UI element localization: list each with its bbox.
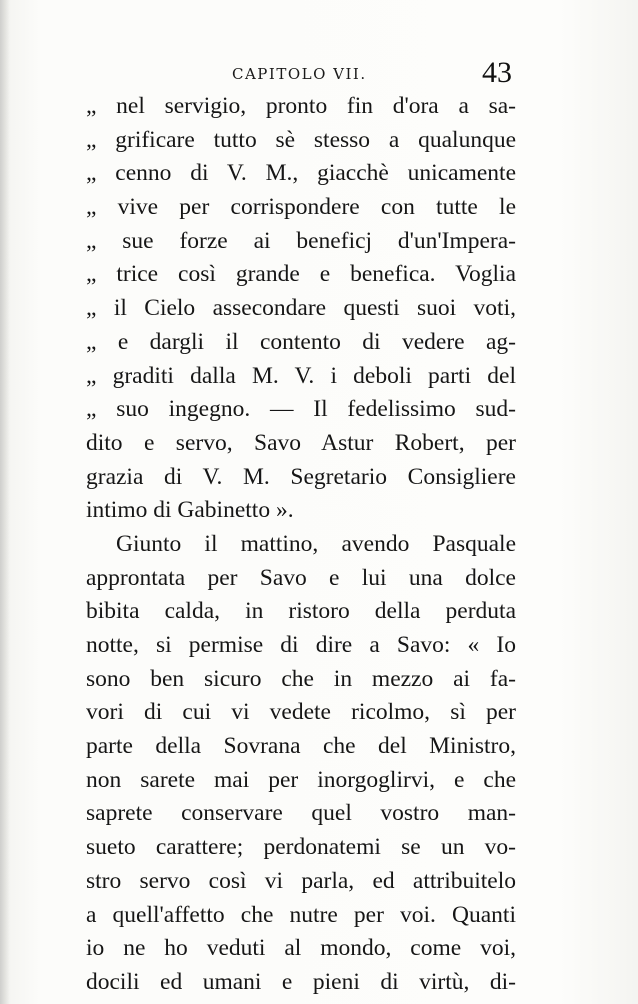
text-line: bibita calda, in ristoro della perduta bbox=[86, 598, 516, 625]
running-head: CAPITOLO VII. bbox=[232, 65, 367, 83]
page-edge-shadow bbox=[0, 0, 10, 1004]
text-line: approntata per Savo e lui una dolce bbox=[86, 564, 516, 591]
text-line: io ne ho veduti al mondo, come voi, bbox=[86, 935, 516, 962]
text-line: sono ben sicuro che in mezzo ai fa- bbox=[86, 665, 516, 692]
text-line: non sarete mai per inorgoglirvi, e che bbox=[86, 766, 516, 793]
text-line: parte della Sovrana che del Ministro, bbox=[86, 733, 516, 760]
text-line: „ sue forze ai beneficj d'un'Impera- bbox=[86, 227, 516, 254]
text-line: docili ed umani e pieni di virtù, di- bbox=[86, 968, 516, 995]
body-text bbox=[86, 90, 516, 1000]
text-line: „ cenno di V. M., giacchè unicamente bbox=[86, 160, 516, 187]
text-line: a quell'affetto che nutre per voi. Quanti bbox=[86, 901, 516, 928]
text-line: grazia di V. M. Segretario Consigliere bbox=[86, 463, 516, 490]
text-line: stro servo così vi parla, ed attribuitelo bbox=[86, 867, 516, 894]
text-line: intimo di Gabinetto ». bbox=[86, 497, 294, 524]
text-line: „ grificare tutto sè stesso a qualunque bbox=[86, 126, 516, 153]
text-line: sueto carattere; perdonatemi se un vo- bbox=[86, 834, 516, 861]
text-line: Giunto il mattino, avendo Pasquale bbox=[116, 530, 516, 557]
text-line: „ nel servigio, pronto fin d'ora a sa- bbox=[86, 93, 516, 119]
page-header bbox=[88, 58, 518, 92]
text-line: „ trice così grande e benefica. Voglia bbox=[86, 261, 516, 288]
text-line: notte, si permise di dire a Savo: « Io bbox=[86, 632, 516, 658]
text-line: dito e servo, Savo Astur Robert, per bbox=[86, 429, 516, 456]
text-line: „ e dargli il contento di vedere ag- bbox=[86, 328, 516, 355]
text-line: „ suo ingegno. — Il fedelissimo sud- bbox=[86, 396, 516, 423]
text-line: „ graditi dalla M. V. i deboli parti del bbox=[86, 362, 516, 389]
text-line: „ vive per corrispondere con tutte le bbox=[86, 194, 516, 221]
text-line: „ il Cielo assecondare questi suoi voti, bbox=[86, 295, 516, 322]
text-line: saprete conservare quel vostro man- bbox=[86, 800, 516, 827]
page-number: 43 bbox=[482, 56, 512, 89]
text-line: vori di cui vi vedete ricolmo, sì per bbox=[86, 699, 516, 726]
